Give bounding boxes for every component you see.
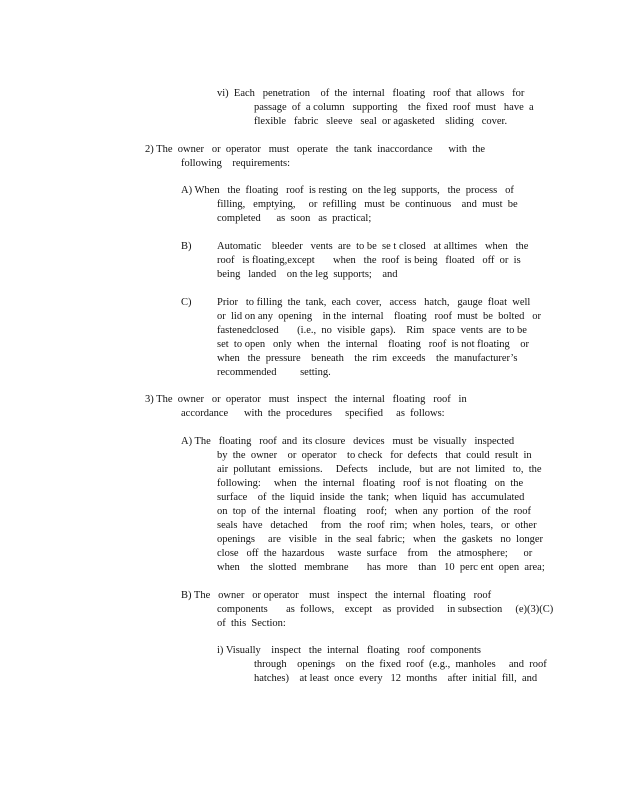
item-3b-line-2: components as follows, except as provided in subsection (e)(3)(C) <box>217 604 554 615</box>
item-2c-line-4: set to open only when the internal floating roof is not floating or <box>217 339 530 350</box>
item-3b-line-3: of this Section: <box>217 618 286 629</box>
item-3a-line-7: seals have detached from the roof rim; when holes, tears, or other <box>217 520 537 531</box>
item-2b-line-3: being landed on the leg supports; and <box>217 269 398 280</box>
item-3-line-1: 3) The owner or operator must inspect the internal floating roof in <box>145 394 467 405</box>
item-2c-line-1: Prior to filling the tank, each cover, access hatch, gauge float well <box>217 297 531 308</box>
item-3-line-2: accordance with the procedures specified as follows: <box>181 408 445 419</box>
item-2-line-2: following requirements: <box>181 158 291 169</box>
item-3a-line-1: A) The floating roof and its closure devices must be visually inspected <box>181 436 515 447</box>
item-2a-line-2: filling, emptying, or refilling must be continuous and must be <box>217 199 518 210</box>
item-2c-line-2: or lid on any opening in the internal floating roof must be bolted or <box>217 311 541 322</box>
item-3a-line-2: by the owner or operator to check for defects that could result in <box>217 450 532 461</box>
paragraph-vi-line-3: flexible fabric sleeve seal or agasketed sliding cover. <box>254 116 508 127</box>
item-3b-line-1: B) The owner or operator must inspect the internal floating roof <box>181 590 492 601</box>
item-3a-line-4: following: when the internal floating roof is not floating on the <box>217 478 524 489</box>
item-2c-line-6: recommended setting. <box>217 367 331 378</box>
item-2b-line-2: roof is floating,except when the roof is being floated off or is <box>217 255 521 266</box>
paragraph-vi-line-1: vi) Each penetration of the internal floating roof that allows for <box>217 88 525 99</box>
item-2-line-1: 2) The owner or operator must operate the tank inaccordance with the <box>145 144 486 155</box>
item-3a-line-10: when the slotted membrane has more than 10 perc ent open area; <box>217 562 545 573</box>
item-2b-label: B) <box>181 241 192 252</box>
item-2c-line-5: when the pressure beneath the rim exceeds the manufacturer’s <box>217 353 518 364</box>
item-3b-i-line-1: i) Visually inspect the internal floating roof components <box>217 645 481 656</box>
item-3a-line-6: on top of the internal floating roof; when any portion of the roof <box>217 506 532 517</box>
item-2a-line-3: completed as soon as practical; <box>217 213 372 224</box>
item-3a-line-8: openings are visible in the seal fabric; when the gaskets no longer <box>217 534 544 545</box>
item-2a-line-1: A) When the floating roof is resting on the leg supports, the process of <box>181 185 514 196</box>
item-3b-i-line-3: hatches) at least once every 12 months after initial fill, and <box>254 673 538 684</box>
item-3a-line-3: air pollutant emissions. Defects include, but are not limited to, the <box>217 464 542 475</box>
item-3b-i-line-2: through openings on the fixed roof (e.g., manholes and roof <box>254 659 547 670</box>
item-2c-label: C) <box>181 297 192 308</box>
item-2b-line-1: Automatic bleeder vents are to be se t closed at alltimes when the <box>217 241 529 252</box>
item-2c-line-3: fastenedclosed (i.e., no visible gaps). Rim space vents are to be <box>217 325 527 336</box>
item-3a-line-5: surface of the liquid inside the tank; when liquid has accumulated <box>217 492 525 503</box>
item-3a-line-9: close off the hazardous waste surface from the atmosphere; or <box>217 548 533 559</box>
paragraph-vi-line-2: passage of a column supporting the fixed roof must have a <box>254 102 534 113</box>
